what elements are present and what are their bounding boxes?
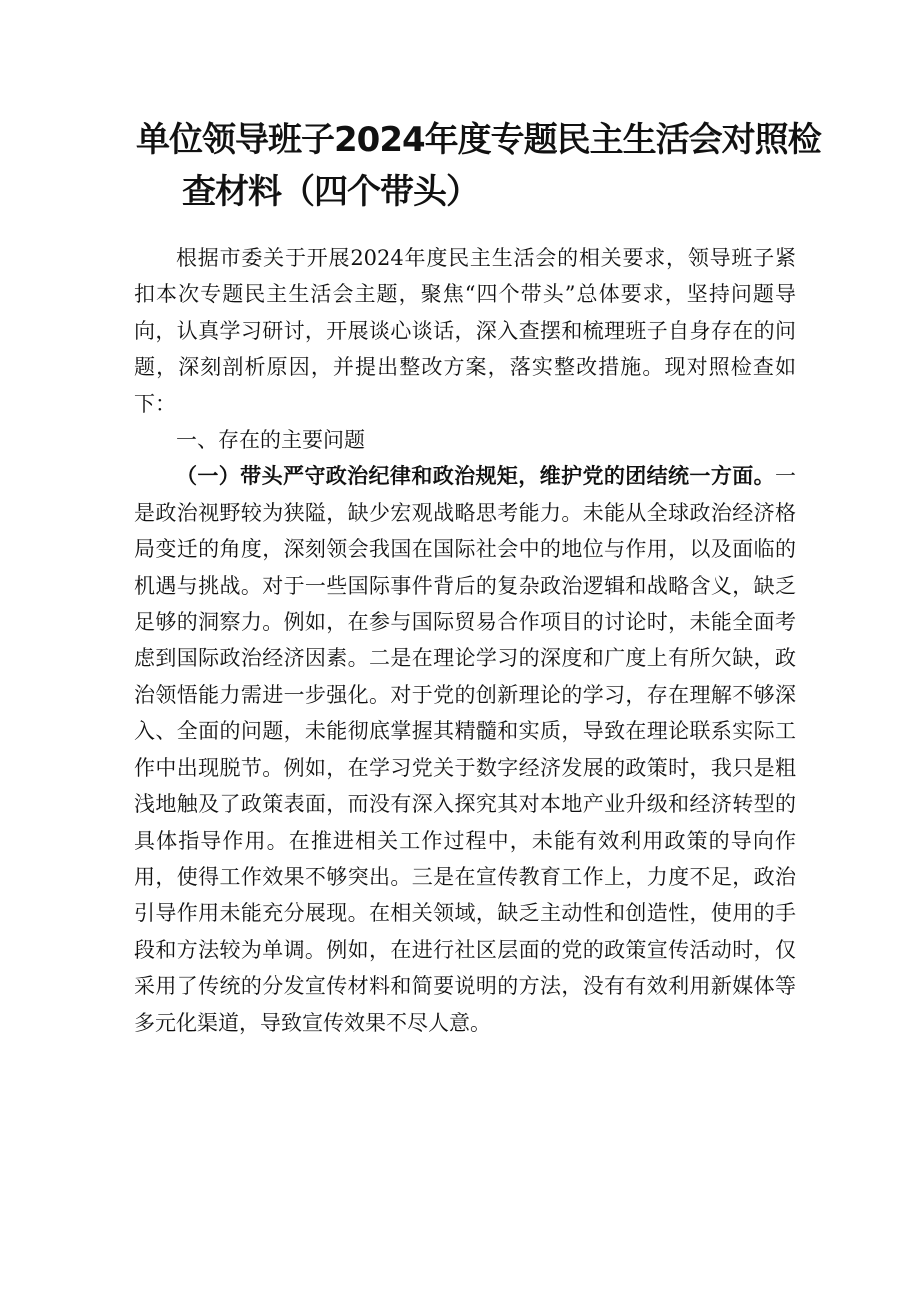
subsection-paragraph-1 [134, 458, 796, 1041]
title-line-2: 查材料（四个带头） [182, 172, 479, 212]
title-line-1: 单位领导班子2024年度专题民主生活会对照检 [136, 120, 821, 160]
document-title [136, 114, 821, 218]
intro-paragraph: 根据市委关于开展2024年度民主生活会的相关要求，领导班子紧扣本次专题民主生活会主题，聚焦“四个带头”总体要求，坚持问题导向，认真学习研讨，开展谈心谈话，深入查摆和梳理班子自身存在的问题，深刻剖析原因，并提出整改方案，落实整改措施。现对照检查如下： [134, 246, 796, 416]
subsection-heading-1: （一）带头严守政治纪律和政治规矩，维护党的团结统一方面。 [176, 463, 775, 489]
subsection-body-1: 一是政治视野较为狭隘，缺少宏观战略思考能力。未能从全球政治经济格局变迁的角度，深刻领会我国在国际社会中的地位与作用，以及面临的机遇与挑战。对于一些国际事件背后的复杂政治逻辑和战略含义，缺乏足够的洞察力。例如，在参与国际贸易合作项目的讨论时，未能全面考虑到国际政治经济因素。二是在理论学习的深度和广度上有所欠缺，政治领悟能力需进一步强化。对于党的创新理论的学习，存在理解不够深入、全面的问题，未能彻底掌握其精髓和实质，导致在理论联系实际工作中出现脱节。例如，在学习党关于数字经济发展的政策时，我只是粗浅地触及了政策表面，而没有深入探究其对本地产业升级和经济转型的具体指导作用。在推进相关工作过程中，未能有效利用政策的导向作用，使得工作效果不够突出。三是在宣传教育工作上，力度不足，政治引导作用未能充分展现。在相关领域，缺乏主动性和创造性，使用的手段和方法较为单调。例如，在进行社区层面的党的政策宣传活动时，仅采用了传统的分发宣传材料和简要说明的方法，没有有效利用新媒体等多元化渠道，导致宣传效果不尽人意。 [134, 464, 796, 1035]
section-heading-1: 一、存在的主要问题 [176, 428, 365, 453]
document-body [134, 240, 796, 1041]
